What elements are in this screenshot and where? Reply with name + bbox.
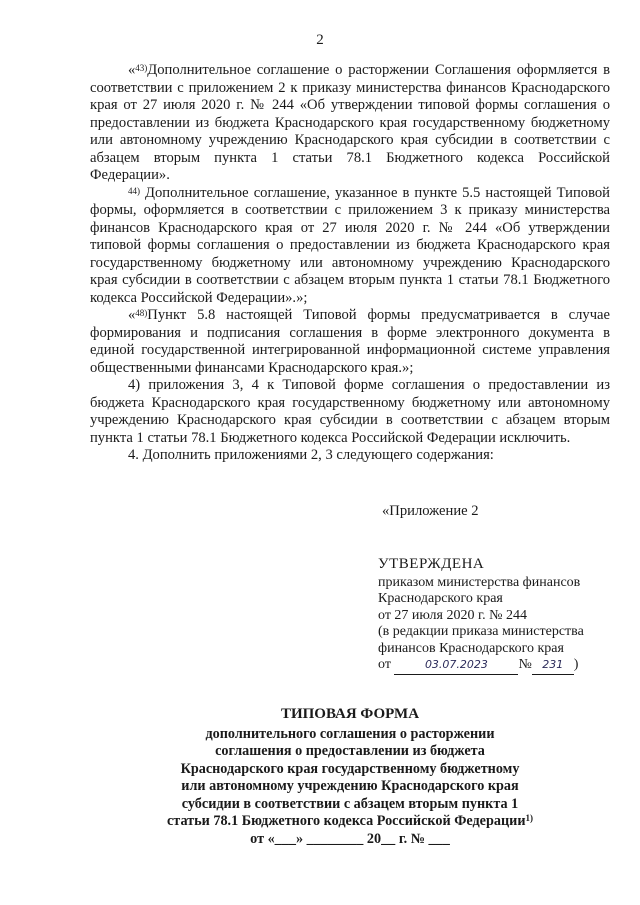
handwritten-date: 03.07.2023 xyxy=(424,658,488,671)
paragraph-footnote-48 xyxy=(90,307,610,377)
approved-line: финансов Краснодарского края xyxy=(378,640,564,656)
quote-open: « xyxy=(128,62,136,78)
form-title xyxy=(90,706,610,848)
paragraph-text: Дополнительное соглашение, указанное в пункте 5.5 настоящей Типовой формы, оформляется в соответствии с приложением 3 к приказу министерства финансов Краснодарского края от 27 июля 2020 г. № 244 «Об утверждении типовой формы соглашения о предоставлении из бюджета Краснодарского края государственному бюджетному или автономному учреждению Краснодарского края субсидии в соответствии с абзацем вторым пункта 1 статьи 78.1 Бюджетного кодекса Российской Федерации».»; xyxy=(90,184,610,306)
paragraph-text: Дополнительное соглашение о расторжении Соглашения оформляется в соответствии с приложением 2 к приказу министерства финансов Краснодарского края от 27 июля 2020 г. № 244 «Об утверждении типовой формы соглашения о предоставлении из бюджета Краснодарского края государственному бюджетному или автономному учреждению Краснодарского края субсидии в соответствии с абзацем вторым пункта 1 статьи 78.1 Бюджетного кодекса Российской Федерации». xyxy=(90,62,610,183)
document-body xyxy=(90,62,610,465)
approved-line: от 27 июля 2020 г. № 244 xyxy=(378,607,527,623)
approved-line: приказом министерства финансов xyxy=(378,574,581,590)
form-title-line: дополнительного соглашения о расторжении xyxy=(205,725,495,742)
form-date-line: от «___» ________ 20__ г. № ___ xyxy=(250,830,450,847)
handwritten-date-field xyxy=(394,657,518,675)
paragraph-footnote-44 xyxy=(90,185,610,308)
approved-line: Краснодарского края xyxy=(378,591,503,606)
approved-caption: УТВЕРЖДЕНА xyxy=(378,556,485,572)
paragraph-text: Пункт 5.8 настоящей Типовой формы предусматривается в случае формирования и подписания соглашения в форме электронного документа в единой государственной интегрированной информационной системе управления общественными финансами Краснодарского края.»; xyxy=(90,307,610,376)
approval-stamp-block xyxy=(378,556,618,675)
form-title-line: субсидии в соответствии с абзацем вторым пункта 1 xyxy=(181,795,519,812)
paragraph-item-4: 4) приложения 3, 4 к Типовой форме соглашения о предоставлении из бюджета Краснодарского края государственному бюджетному или автономному учреждению Краснодарского края субсидии в соответствии с абзацем вторым пункта 1 статьи 78.1 Бюджетного кодекса Российской Федерации исключить. xyxy=(90,377,610,446)
handwritten-number-field xyxy=(532,657,574,675)
footnote-marker: 1) xyxy=(525,813,533,823)
form-title-line: или автономному учреждению Краснодарского края xyxy=(181,778,519,794)
form-title-line: статьи 78.1 Бюджетного кодекса Российской Федерации$^{1)}$ xyxy=(167,813,533,829)
form-title-line: Краснодарского края государственному бюджетному xyxy=(180,760,520,777)
footnote-marker: 44) xyxy=(128,185,140,196)
form-title-line: соглашения о предоставлении из бюджета xyxy=(215,743,485,759)
paragraph-section-4: 4. Дополнить приложениями 2, 3 следующего содержания: xyxy=(128,447,494,463)
handwritten-number: 231 xyxy=(542,658,564,671)
approved-line: (в редакции приказа министерства xyxy=(378,624,584,639)
number-prefix: № xyxy=(518,657,532,672)
page-number: 2 xyxy=(316,32,324,48)
appendix-label: «Приложение 2 xyxy=(382,503,479,519)
footnote-marker: 43) xyxy=(135,63,148,73)
form-title-heading: ТИПОВАЯ ФОРМА xyxy=(280,706,420,722)
paragraph-footnote-43 xyxy=(90,62,610,185)
footnote-marker: 48) xyxy=(135,308,148,318)
approved-date-line: от 03.07.2023 № 231 ) xyxy=(378,657,618,675)
quote-open: « xyxy=(128,307,136,323)
